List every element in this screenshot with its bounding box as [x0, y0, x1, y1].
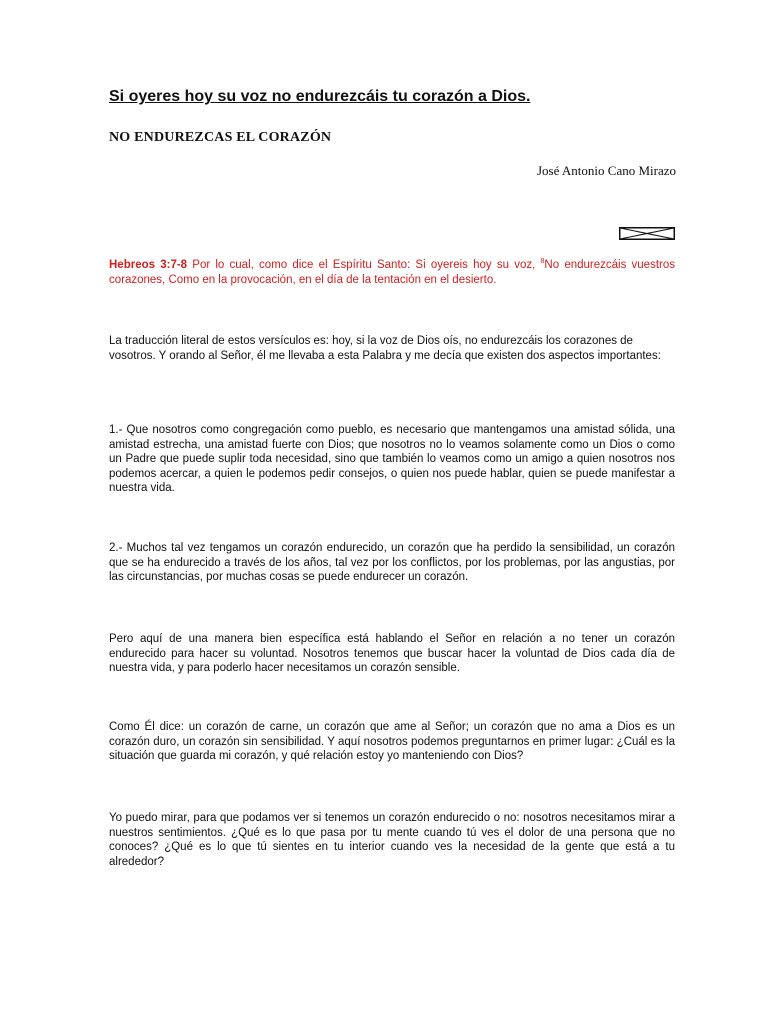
verse-text-start: Por lo cual, como dice el Espíritu Santo: Si oyereis hoy su voz, [187, 259, 541, 271]
paragraph-will-of-god: Pero aquí de una manera bien específica está hablando el Señor en relación a no tener un corazón endurecido para hacer su voluntad. Nosotros tenemos que buscar hacer la voluntad de Dios cada día de nuestra vida, y para poderlo hacer necesitamos un corazón sensible. [109, 633, 675, 674]
author-name: José Antonio Cano Mirazo [536, 163, 676, 178]
verse-number: 8 [540, 258, 545, 266]
paragraph-point-2: 2.- Muchos tal vez tengamos un corazón endurecido, un corazón que ha perdido la sensibilidad, un corazón que se ha endurecido a través de los años, tal vez por los conflictos, por los problemas, por las angustias, por las circunstancias, por muchas cosas se puede endurecer un corazón. [109, 542, 675, 583]
crossed-box-ornament-icon [619, 227, 675, 240]
document-title: Si oyeres hoy su voz no endurezcáis tu corazón a Dios. [109, 88, 531, 105]
verse-text-end: No endurezcáis vuestros corazones, Como en la provocación, en el día de la tentación en el desierto. [109, 259, 675, 286]
bible-verse [109, 258, 675, 287]
verse-reference: Hebreos 3:7-8 [109, 259, 188, 271]
paragraph-point-1: 1.- Que nosotros como congregación como pueblo, es necesario que mantengamos una amistad sólida, una amistad estrecha, una amistad fuerte con Dios; que nosotros no lo veamos solamente como un Dios o como un Padre que puede suplir toda necesidad, sino que también lo veamos como un amigo a quien nosotros nos podemos acercar, a quien le podemos pedir consejos, o quien nos puede hablar, quien se puede manifestar a nuestra vida. [109, 424, 675, 494]
document-subtitle: NO ENDUREZCAS EL CORAZÓN [109, 130, 332, 145]
paragraph-feelings: Yo puedo mirar, para que podamos ver si tenemos un corazón endurecido o no: nosotros necesitamos mirar a nuestros sentimientos. ¿Qué es lo que pasa por tu mente cuando tú ves el dolor de una persona que no conoces? ¿Qué es lo que tú sientes en tu interior cuando ves la necesidad de la gente que está a tu alrededor? [109, 812, 675, 868]
paragraph-heart-of-flesh: Como Él dice: un corazón de carne, un corazón que ame al Señor; un corazón que no ama a Dios es un corazón duro, un corazón sin sensibilidad. Y aquí nosotros podemos preguntarnos en primer lugar: ¿Cuál es la situación que guarda mi corazón, y qué relación estoy yo manteniendo con Dios? [109, 721, 675, 762]
paragraph-intro: La traducción literal de estos versículos es: hoy, si la voz de Dios oís, no endurezcáis los corazones de vosotros. Y orando al Señor, él me llevaba a esta Palabra y me decía que existen dos aspectos importantes: [109, 335, 661, 362]
